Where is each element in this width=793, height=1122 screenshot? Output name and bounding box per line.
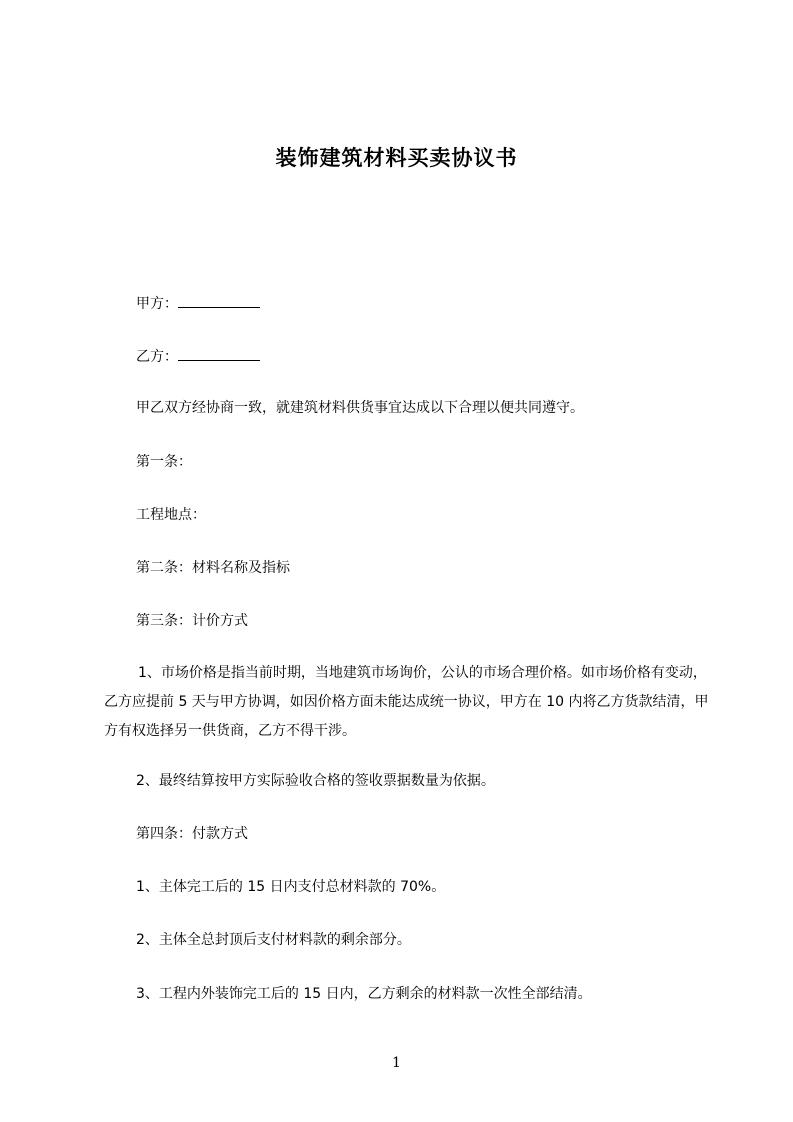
article4-item1: 1、主体完工后的 15 日内支付总材料款的 70%。 — [136, 879, 446, 895]
party-a-label: 甲方： — [136, 296, 178, 312]
intro-text: 甲乙双方经协商一致，就建筑材料供货事宜达成以下合理以便共同遵守。 — [136, 400, 584, 416]
party-a-line — [136, 292, 260, 314]
project-location-label: 工程地点： — [136, 507, 206, 523]
article3-heading: 第三条：计价方式 — [136, 613, 248, 629]
document-title: 装饰建筑材料买卖协议书 — [275, 146, 518, 170]
article2-heading: 第二条：材料名称及指标 — [136, 560, 290, 576]
article4-item3: 3、工程内外装饰完工后的 15 日内，乙方剩余的材料款一次性全部结清。 — [136, 986, 592, 1002]
party-b-blank — [178, 345, 260, 361]
party-b-label: 乙方： — [136, 349, 178, 365]
party-a-blank — [178, 292, 260, 308]
article3-item1 — [104, 659, 716, 746]
article3-item2: 2、最终结算按甲方实际验收合格的签收票据数量为依据。 — [136, 773, 495, 789]
article1-heading: 第一条： — [136, 454, 192, 470]
article3-item1-text: 1、市场价格是指当前时期，当地建筑市场询价，公认的市场合理价格。如市场价格有变动，乙方应提前 5 天与甲方协调，如因价格方面未能达成统一协议，甲方在 10 内将乙方货款结清，甲方有权选择另一供货商，乙方不得干涉。 — [104, 665, 709, 739]
party-b-line — [136, 345, 260, 367]
article4-heading: 第四条：付款方式 — [136, 826, 248, 842]
page-number: 1 — [392, 1055, 401, 1071]
article4-item2: 2、主体全总封顶后支付材料款的剩余部分。 — [136, 932, 411, 948]
